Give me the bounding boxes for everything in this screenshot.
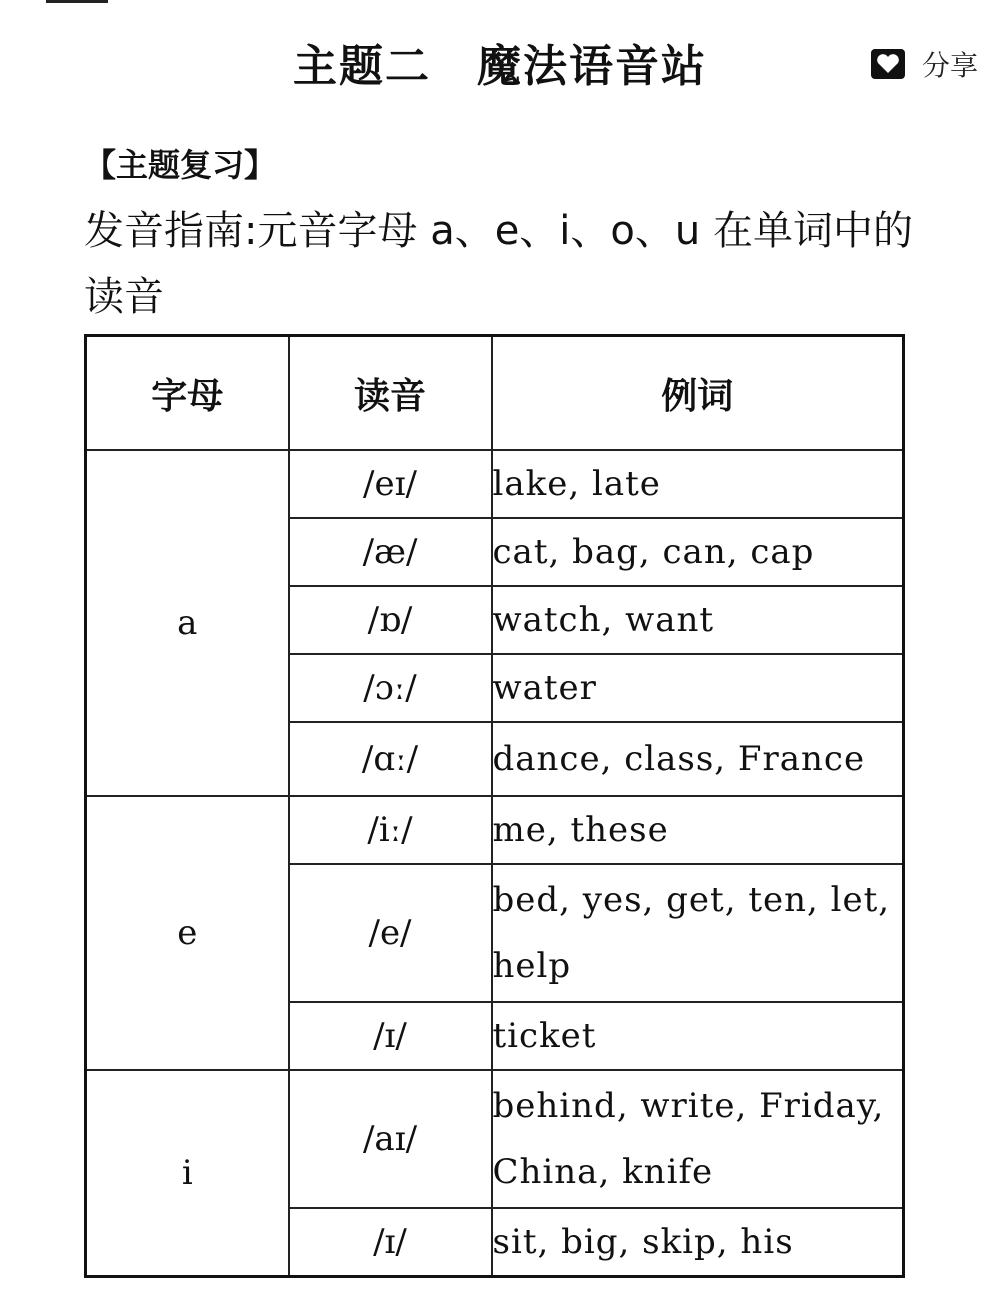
sound-cell: /e/ xyxy=(289,864,492,1002)
words-cell: lake, late xyxy=(492,450,904,518)
section-label: 【主题复习】 xyxy=(84,146,277,184)
sound-cell: /ɒ/ xyxy=(289,586,492,654)
share-icon xyxy=(870,48,906,80)
words-cell: behind, write, Friday, China, knife xyxy=(492,1070,904,1208)
corner-mark xyxy=(46,0,108,3)
words-cell: watch, want xyxy=(492,586,904,654)
sound-cell: /ɑː/ xyxy=(289,722,492,796)
words-cell: bed, yes, get, ten, let, help xyxy=(492,864,904,1002)
share-button[interactable] xyxy=(870,44,978,84)
phonics-table xyxy=(84,334,905,1278)
letter-cell: i xyxy=(86,1070,289,1277)
words-cell: ticket xyxy=(492,1002,904,1070)
sound-cell: /ɔː/ xyxy=(289,654,492,722)
share-label: 分享 xyxy=(921,49,978,82)
table-row xyxy=(86,1070,904,1208)
pronunciation-guide: 发音指南:元音字母 a、e、i、o、u 在单词中的读音 xyxy=(84,208,913,320)
words-cell: dance, class, France xyxy=(492,722,904,796)
table-header-row xyxy=(86,336,904,451)
words-cell: cat, bag, can, cap xyxy=(492,518,904,586)
sound-cell: /æ/ xyxy=(289,518,492,586)
header-sound: 读音 xyxy=(289,336,492,451)
header-examples: 例词 xyxy=(492,336,904,451)
letter-cell: a xyxy=(86,450,289,796)
sound-cell: /iː/ xyxy=(289,796,492,864)
sound-cell: /ɪ/ xyxy=(289,1002,492,1070)
words-cell: sit, big, skip, his xyxy=(492,1208,904,1277)
page-title: 主题二 魔法语音站 xyxy=(293,41,707,92)
words-cell: water xyxy=(492,654,904,722)
sound-cell: /ɪ/ xyxy=(289,1208,492,1277)
table-row xyxy=(86,796,904,864)
header-letter: 字母 xyxy=(86,336,289,451)
sound-cell: /eɪ/ xyxy=(289,450,492,518)
table-row xyxy=(86,450,904,518)
letter-cell: e xyxy=(86,796,289,1070)
words-cell: me, these xyxy=(492,796,904,864)
sound-cell: /aɪ/ xyxy=(289,1070,492,1208)
